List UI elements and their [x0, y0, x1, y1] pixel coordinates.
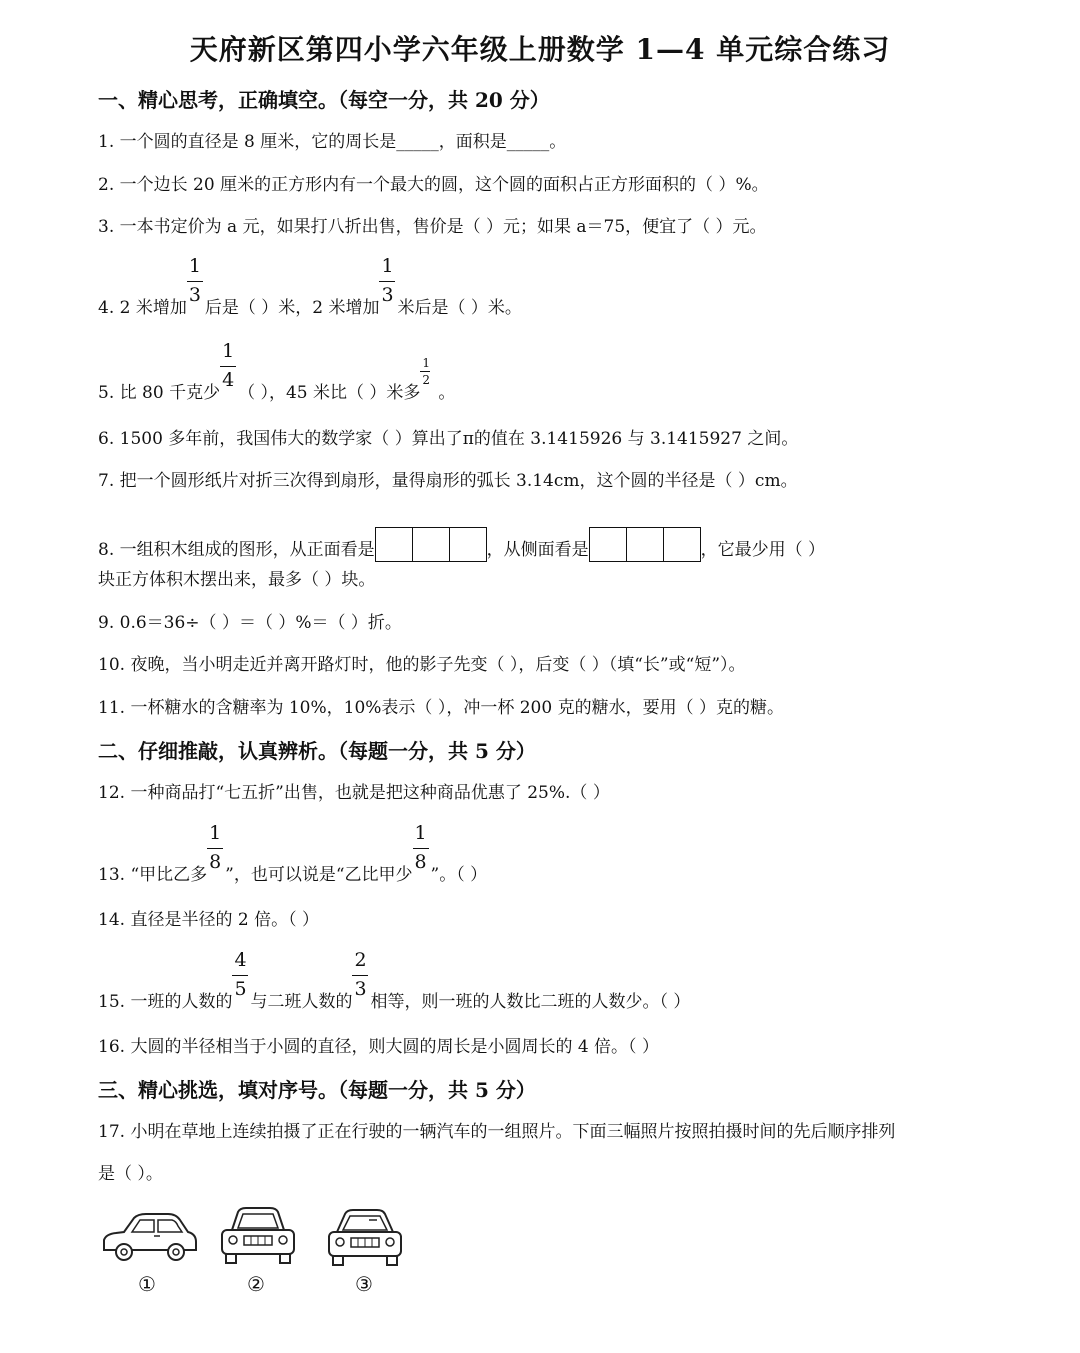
question-12: 12. 一种商品打“七五折”出售，也就是把这种商品优惠了 25%.（ ） [98, 783, 610, 803]
fraction: $\frac{1}{3}$ [188, 255, 201, 306]
q15-text-c: 相等，则一班的人数比二班的人数少。（ ） [370, 992, 691, 1012]
car-label-1: ① [138, 1272, 156, 1296]
fraction: $\frac{1}{8}$ [209, 822, 222, 873]
page-title: 天府新区第四小学六年级上册数学 1—4 单元综合练习 [189, 33, 891, 66]
question-13 [98, 822, 488, 885]
q5-text-c: 。 [438, 383, 456, 403]
q13-text-b: ”，也可以说是“乙比甲少 [225, 865, 413, 885]
question-1: 1. 一个圆的直径是 8 厘米，它的周长是_____，面积是_____。 [98, 132, 567, 152]
fraction: $\frac{1}{2}$ [422, 356, 431, 387]
q13-text-a: 13. “甲比乙多 [98, 865, 208, 885]
q4-text-b: 后是（ ）米，2 米增加 [204, 298, 380, 318]
section-3-heading: 三、精心挑选，填对序号。（每题一分，共 5 分） [98, 1078, 536, 1102]
section-2-heading: 二、仔细推敲，认真辨析。（每题一分，共 5 分） [98, 739, 536, 763]
question-7: 7. 把一个圆形纸片对折三次得到扇形，量得扇形的弧长 3.14cm，这个圆的半径是（ ）cm。 [98, 471, 798, 491]
car-front-view-image [218, 1204, 298, 1268]
side-view-boxes [589, 527, 701, 562]
q5-text-a: 5. 比 80 千克少 [98, 383, 221, 403]
fraction: $\frac{1}{3}$ [381, 255, 394, 306]
fraction: $\frac{2}{3}$ [354, 949, 367, 1000]
question-4 [98, 255, 522, 318]
question-8 [98, 527, 825, 562]
car-label-3: ③ [355, 1272, 373, 1296]
q5-text-b: （ ），45 米比（ ）米多 [238, 383, 421, 403]
question-17-line2: 是（ ）。 [98, 1164, 163, 1184]
car-front-view-image [325, 1206, 405, 1270]
fraction: $\frac{1}{8}$ [414, 822, 427, 873]
q8-text-c: ，它最少用（ ） [700, 540, 826, 560]
car-side-view-image [98, 1208, 202, 1270]
q4-text-c: 米后是（ ）米。 [397, 298, 522, 318]
car-label-2: ② [247, 1272, 265, 1296]
q8-text-a: 8. 一组积木组成的图形，从正面看是 [98, 540, 375, 560]
fraction: $\frac{1}{4}$ [222, 340, 235, 391]
question-11: 11. 一杯糖水的含糖率为 10%，10%表示（ ），冲一杯 200 克的糖水，要用（ ）克的糖。 [98, 698, 784, 718]
fraction: $\frac{4}{5}$ [234, 949, 247, 1000]
question-10: 10. 夜晚，当小明走近并离开路灯时，他的影子先变（ ），后变（ ）（填“长”或“短”）。 [98, 655, 746, 675]
q13-text-c: ”。（ ） [430, 865, 488, 885]
question-14: 14. 直径是半径的 2 倍。（ ） [98, 910, 319, 930]
question-2: 2. 一个边长 20 厘米的正方形内有一个最大的圆，这个圆的面积占正方形面积的（ ）%。 [98, 175, 769, 195]
question-17-line1: 17. 小明在草地上连续拍摄了正在行驶的一辆汽车的一组照片。下面三幅照片按照拍摄时间的先后顺序排列 [98, 1122, 896, 1142]
q15-text-a: 15. 一班的人数的 [98, 992, 233, 1012]
question-16: 16. 大圆的半径相当于小圆的直径，则大圆的周长是小圆周长的 4 倍。（ ） [98, 1037, 659, 1057]
question-5 [98, 340, 456, 403]
section-1-heading: 一、精心思考，正确填空。（每空一分，共 20 分） [98, 88, 550, 112]
question-8-line2: 块正方体积木摆出来，最多（ ）块。 [98, 570, 376, 590]
question-3: 3. 一本书定价为 a 元，如果打八折出售，售价是（ ）元；如果 a＝75，便宜了（ ）元。 [98, 217, 767, 237]
question-6: 6. 1500 多年前，我国伟大的数学家（ ）算出了π的值在 3.1415926 与 3.1415927 之间。 [98, 429, 799, 449]
question-15 [98, 949, 691, 1012]
q4-text-a: 4. 2 米增加 [98, 298, 187, 318]
front-view-boxes [375, 527, 487, 562]
question-9: 9. 0.6＝36÷（ ）＝（ ）%＝（ ）折。 [98, 613, 402, 633]
q15-text-b: 与二班人数的 [250, 992, 353, 1012]
q8-text-b: ，从侧面看是 [486, 540, 589, 560]
